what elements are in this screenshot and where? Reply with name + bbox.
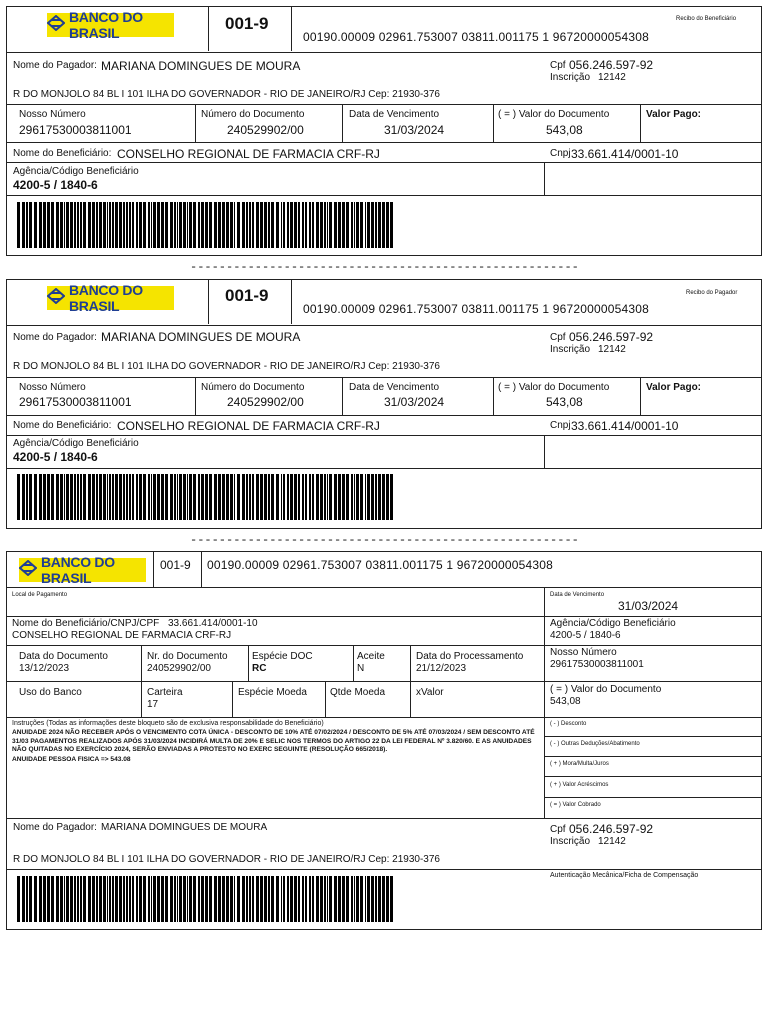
beneficiario-name: CONSELHO REGIONAL DE FARMACIA CRF-RJ [117, 419, 380, 433]
nosso-numero: 29617530003811001 [19, 123, 132, 137]
cpf-value: 056.246.597-92 [569, 822, 654, 836]
uso-banco-label: Uso do Banco [19, 687, 82, 698]
vencimento-label: Data de Vencimento [349, 382, 440, 393]
nr-documento-label: Nr. do Documento [147, 651, 228, 662]
bank-logo-text: BANCO DO BRASIL [69, 282, 143, 314]
pagador-name: MARIANA DOMINGUES DE MOURA [101, 59, 301, 73]
ficha-vencimento: 31/03/2024 [618, 599, 679, 613]
cpf-label: Cpf [550, 332, 566, 343]
bb-logo-icon [47, 288, 65, 309]
valor-documento-label: ( = ) Valor do Documento [498, 382, 610, 393]
beneficiario-name: CONSELHO REGIONAL DE FARMACIA CRF-RJ [117, 147, 380, 161]
cnpj-label: Cnpj [550, 148, 571, 159]
mora-label: ( + ) Mora/Multa/Juros [550, 761, 609, 767]
beneficiario-label: Nome do Beneficiário: [13, 420, 112, 431]
data-documento: 13/12/2023 [19, 663, 70, 674]
inscricao-value: 12142 [598, 344, 626, 355]
carteira: 17 [147, 699, 159, 710]
ficha-vencimento-label: Data de Vencimento [550, 592, 605, 598]
valor-documento: 543,08 [546, 123, 583, 137]
data-documento-label: Data do Documento [19, 651, 108, 662]
barcode [17, 202, 394, 248]
outras-deducoes-label: ( - ) Outras Deduções/Abatimento [550, 741, 640, 747]
pagador-label: Nome do Pagador: [13, 822, 97, 833]
cnpj-value: 33.661.414/0001-10 [571, 419, 679, 433]
bank-logo [19, 554, 146, 586]
ficha-nosso-numero: 29617530003811001 [550, 659, 644, 670]
bank-code: 001-9 [225, 14, 269, 33]
cpf-value: 056.246.597-92 [569, 58, 654, 72]
data-processamento: 21/12/2023 [416, 663, 467, 674]
aceite-label: Aceite [357, 651, 385, 662]
vencimento-label: Data de Vencimento [349, 109, 440, 120]
linha-digitavel: 00190.00009 02961.753007 03811.001175 1 96720000054308 [207, 558, 554, 572]
ficha-agencia: 4200-5 / 1840-6 [550, 630, 621, 641]
bb-logo-icon [19, 560, 37, 581]
ficha-valor-documento: 543,08 [550, 696, 581, 707]
valor-pago-label: Valor Pago: [646, 109, 702, 120]
bank-code: 001-9 [160, 558, 191, 572]
ficha-agencia-label: Agência/Código Beneficiário [550, 618, 676, 629]
nosso-numero: 29617530003811001 [19, 395, 132, 409]
linha-digitavel: 00190.00009 02961.753007 03811.001175 1 96720000054308 [303, 30, 650, 44]
local-pagamento-label: Local de Pagamento [12, 592, 68, 598]
aceite: N [357, 663, 365, 674]
especie-doc-label: Espécie DOC [252, 651, 313, 662]
acrescimos-label: ( + ) Valor Acréscimos [550, 782, 609, 788]
inscricao-label: Inscrição [550, 72, 591, 83]
numero-documento: 240529902/00 [227, 123, 304, 137]
linha-digitavel: 00190.00009 02961.753007 03811.001175 1 96720000054308 [303, 302, 650, 316]
bank-logo-text: BANCO DO BRASIL [41, 554, 115, 586]
bb-logo-icon [47, 15, 65, 36]
qtde-moeda-label: Qtde Moeda [330, 687, 386, 698]
valor-documento: 543,08 [546, 395, 583, 409]
instrucoes-text: ANUIDADE 2024 NÃO RECEBER APÓS O VENCIMENTO COTA ÚNICA - DESCONTO DE 10% ATÉ 07/02/2024 / DESCONTO DE 5% ATÉ 07/03/2024 / SEM DESCONTO ATÉ 31/03 PAGAMENTOS REALIZADOS APÓS 31/03/2024 INCIDIRÁ MULTA DE 20% E SELIC NOS TERMOS DO ARTIGO 22 DA LEI FEDERAL Nº 3.820/60. E AS ANUIDADES NÃO QUITADAS NO EXERCÍCIO 2024, SERÃO ENVIADAS A PROTESTO NO EXERC SEGUINTE (RESOLUÇÃO 665/2018). [12, 729, 535, 753]
desconto-label: ( - ) Desconto [550, 721, 587, 727]
instrucoes-line2: ANUIDADE PESSOA FISICA => 543.08 [12, 756, 131, 763]
pagador-address: R DO MONJOLO 84 BL I 101 ILHA DO GOVERNADOR - RIO DE JANEIRO/RJ Cep: 21930-376 [13, 89, 440, 100]
agencia-value: 4200-5 / 1840-6 [13, 450, 98, 464]
valor-documento-label: ( = ) Valor do Documento [498, 109, 610, 120]
agencia-label: Agência/Código Beneficiário [13, 166, 139, 177]
cut-separator: ------------------------------------------------------ [190, 533, 579, 547]
ficha-beneficiario-cnpj: 33.661.414/0001-10 [168, 618, 258, 629]
agencia-label: Agência/Código Beneficiário [13, 438, 139, 449]
ficha-valor-documento-label: ( = ) Valor do Documento [550, 684, 662, 695]
inscricao-value: 12142 [598, 72, 626, 83]
carteira-label: Carteira [147, 687, 183, 698]
numero-documento-label: Número do Documento [201, 382, 305, 393]
bank-logo [47, 282, 174, 314]
receipt-title: Recibo do Beneficiário [676, 16, 737, 22]
cpf-label: Cpf [550, 60, 566, 71]
pagador-address: R DO MONJOLO 84 BL I 101 ILHA DO GOVERNADOR - RIO DE JANEIRO/RJ Cep: 21930-376 [13, 361, 440, 372]
barcode [17, 474, 394, 520]
xvalor-label: xValor [416, 687, 444, 698]
autenticacao-label: Autenticação Mecânica/Ficha de Compensação [550, 872, 699, 879]
barcode [17, 876, 394, 922]
ficha-nosso-numero-label: Nosso Número [550, 647, 617, 658]
vencimento: 31/03/2024 [384, 123, 445, 137]
nr-documento: 240529902/00 [147, 663, 211, 674]
valor-pago-label: Valor Pago: [646, 382, 702, 393]
numero-documento-label: Número do Documento [201, 109, 305, 120]
cut-separator: ------------------------------------------------------ [190, 260, 579, 274]
inscricao-label: Inscrição [550, 836, 591, 847]
especie-doc: RC [252, 663, 267, 674]
cobrado-label: ( = ) Valor Cobrado [550, 802, 601, 808]
inscricao-value: 12142 [598, 836, 626, 847]
cnpj-label: Cnpj [550, 420, 571, 431]
bank-logo [47, 9, 174, 41]
instrucoes-title: Instruções (Todas as informações deste bloqueto são de exclusiva responsabilidade do Beneficiário) [12, 720, 324, 727]
pagador-address: R DO MONJOLO 84 BL I 101 ILHA DO GOVERNADOR - RIO DE JANEIRO/RJ Cep: 21930-376 [13, 854, 440, 865]
numero-documento: 240529902/00 [227, 395, 304, 409]
cpf-value: 056.246.597-92 [569, 330, 654, 344]
beneficiario-label: Nome do Beneficiário: [13, 148, 112, 159]
vencimento: 31/03/2024 [384, 395, 445, 409]
agencia-value: 4200-5 / 1840-6 [13, 178, 98, 192]
pagador-name: MARIANA DOMINGUES DE MOURA [101, 822, 268, 833]
bank-logo-text: BANCO DO BRASIL [69, 9, 143, 41]
bank-code: 001-9 [225, 286, 269, 305]
especie-moeda-label: Espécie Moeda [238, 687, 307, 698]
nosso-numero-label: Nosso Número [19, 382, 86, 393]
nosso-numero-label: Nosso Número [19, 109, 86, 120]
ficha-beneficiario-label: Nome do Beneficiário/CNPJ/CPF [12, 618, 160, 629]
cpf-label: Cpf [550, 824, 566, 835]
pagador-label: Nome do Pagador: [13, 60, 97, 71]
pagador-name: MARIANA DOMINGUES DE MOURA [101, 330, 301, 344]
ficha-beneficiario-name: CONSELHO REGIONAL DE FARMACIA CRF-RJ [12, 630, 232, 641]
cnpj-value: 33.661.414/0001-10 [571, 147, 679, 161]
receipt-title: Recibo do Pagador [686, 290, 738, 296]
pagador-label: Nome do Pagador: [13, 332, 97, 343]
inscricao-label: Inscrição [550, 344, 591, 355]
data-processamento-label: Data do Processamento [416, 651, 524, 662]
